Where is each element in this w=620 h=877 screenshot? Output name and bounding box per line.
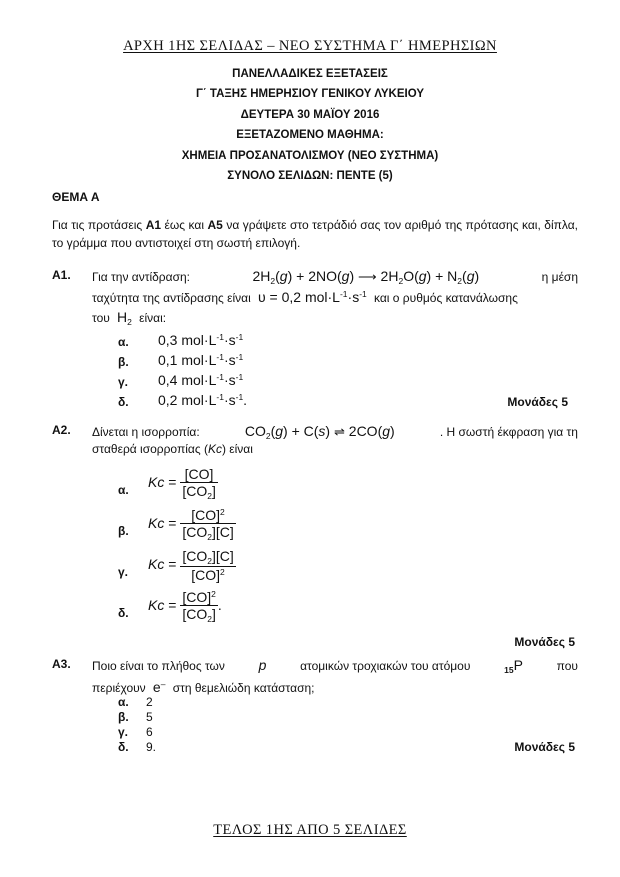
a2-option-a-letter: α.	[118, 483, 129, 497]
a3-line1	[92, 657, 578, 675]
a2-equilibrium: $CO_2(g) + C(s)$ ⇌ 2CO(g)	[244, 423, 395, 441]
a1-option-b: 0,1 $mol\cdot L^{-1}\cdot s^{-1}$	[158, 352, 244, 368]
a1-option-d: 0,2 $mol\cdot L^{-1}\cdot s^{-1}$.	[158, 392, 248, 408]
instructions	[52, 216, 578, 252]
exam-subject-label: ΕΞΕΤΑΖΟΜΕΝΟ ΜΑΘΗΜΑ:	[236, 129, 384, 141]
a1-line3	[92, 309, 166, 327]
question-number-a2: Α2.	[52, 423, 71, 437]
a2-option-b-formula: Kc = $\frac{[CO]^2}{[CO_2][C]}$	[148, 507, 234, 542]
page-header: ΑΡΧΗ 1ΗΣ ΣΕΛΙΔΑΣ – ΝΕΟ ΣΥΣΤΗΜΑ Γ΄ ΗΜΕΡΗΣΙΩΝ	[123, 38, 497, 54]
a1-h2: $H_2$	[113, 309, 132, 327]
exam-subject: ΧΗΜΕΙΑ ΠΡΟΣΑΝΑΤΟΛΙΣΜΟΥ (ΝΕΟ ΣΥΣΤΗΜΑ)	[181, 150, 439, 162]
a1-rate: υ = 0,2 $mol\cdot L^{-1}\cdot s^{-1}$	[254, 289, 367, 305]
a1-line3-post: είναι:	[139, 311, 167, 325]
a3-option-a: 2	[146, 695, 153, 709]
a2-option-c-letter: γ.	[118, 565, 129, 579]
a2-line1	[92, 423, 578, 441]
a3-option-c-letter: γ.	[118, 725, 129, 739]
a1-line2	[92, 289, 518, 305]
a1-option-b-letter: β.	[118, 355, 129, 369]
a2-option-b-letter: β.	[118, 524, 129, 538]
a2-line2: σταθερά ισορροπίας (Kc) είναι	[92, 442, 253, 456]
a2-option-d-formula: Kc = $\frac{[CO]^2}{[CO_2]}$ .	[148, 589, 222, 624]
a3-option-d-letter: δ.	[118, 740, 129, 754]
a1-line3-pre: του	[92, 311, 110, 325]
a3-option-b-letter: β.	[118, 710, 129, 724]
a3-option-d: 9.	[146, 740, 157, 754]
a1-option-c-letter: γ.	[118, 375, 129, 389]
a1-after-reaction: η μέση	[541, 270, 578, 284]
a1-option-a: 0,3 $mol\cdot L^{-1}\cdot s^{-1}$	[158, 332, 244, 348]
a1-option-a-letter: α.	[118, 335, 129, 349]
page-footer: ΤΕΛΟΣ 1ΗΣ ΑΠΟ 5 ΣΕΛΙΔΕΣ	[213, 822, 407, 838]
instructions-a1: Α1	[145, 218, 162, 232]
instructions-pre: Για τις προτάσεις	[52, 218, 146, 232]
exam-title: ΠΑΝΕΛΛΑΔΙΚΕΣ ΕΞΕΤΑΣΕΙΣ	[232, 68, 388, 80]
a1-option-d-letter: δ.	[118, 395, 129, 409]
a3-electron: e–	[152, 679, 166, 695]
a2-marks: Μονάδες 5	[514, 635, 575, 649]
a2-after: . Η σωστή έκφραση για τη	[439, 425, 578, 439]
a1-line1	[92, 268, 578, 286]
instructions-mid: έως και	[161, 218, 208, 232]
instructions-a5-text: Α5	[207, 218, 223, 232]
a3-line1-pre: Ποιο είναι το πλήθος των	[92, 659, 225, 673]
a1-marks: Μονάδες 5	[507, 395, 568, 409]
a1-reaction: $2H_2(g) + 2NO(g)$ ⟶ $2H_2O(g) + N_2(g)$	[252, 268, 480, 286]
exam-date: ΔΕΥΤΕΡΑ 30 ΜΑΪΟΥ 2016	[240, 109, 380, 121]
a1-line2-pre: ταχύτητα της αντίδρασης είναι	[92, 291, 251, 305]
a3-atom: $_{15}$P	[504, 657, 523, 675]
a1-option-c: 0,4 $mol\cdot L^{-1}\cdot s^{-1}$	[158, 372, 244, 388]
exam-class: Γ΄ ΤΑΞΗΣ ΗΜΕΡΗΣΙΟΥ ΓΕΝΙΚΟΥ ΛΥΚΕΙΟΥ	[195, 88, 425, 100]
question-number-a3: Α3.	[52, 657, 71, 671]
a3-line2: περιέχουν e– στη θεμελιώδη κατάσταση;	[92, 679, 315, 695]
a3-p-symbol: p	[258, 657, 267, 673]
a1-intro: Για την αντίδραση:	[92, 270, 190, 284]
a3-option-a-letter: α.	[118, 695, 129, 709]
a3-marks: Μονάδες 5	[514, 740, 575, 754]
a2-option-a-formula: Kc = $\frac{[CO]}{[CO_2]}$	[148, 466, 216, 501]
instructions-post: να γράψετε στο τετράδιό σας τον αριθμό της πρότασης και, δίπλα, το γράμμα που αντιστοιχεί στη σωστή επιλογή.	[52, 218, 578, 250]
a3-option-b: 5	[146, 710, 153, 724]
a1-line2-post: και ο ρυθμός κατανάλωσης	[374, 291, 518, 305]
a3-line1-mid: ατομικών τροχιακών του ατόμου	[300, 659, 471, 673]
total-pages: ΣΥΝΟΛΟ ΣΕΛΙΔΩΝ: ΠΕΝΤΕ (5)	[227, 170, 393, 182]
a3-option-c: 6	[146, 725, 153, 739]
section-title: ΘΕΜΑ Α	[52, 190, 100, 204]
a2-option-c-formula: Kc = $\frac{[CO_2][C]}{[CO]^2}$	[148, 548, 234, 583]
a2-intro: Δίνεται η ισορροπία:	[92, 425, 200, 439]
question-number-a1: Α1.	[52, 268, 71, 282]
a3-line1-post: που	[556, 659, 578, 673]
a2-option-d-letter: δ.	[118, 606, 129, 620]
